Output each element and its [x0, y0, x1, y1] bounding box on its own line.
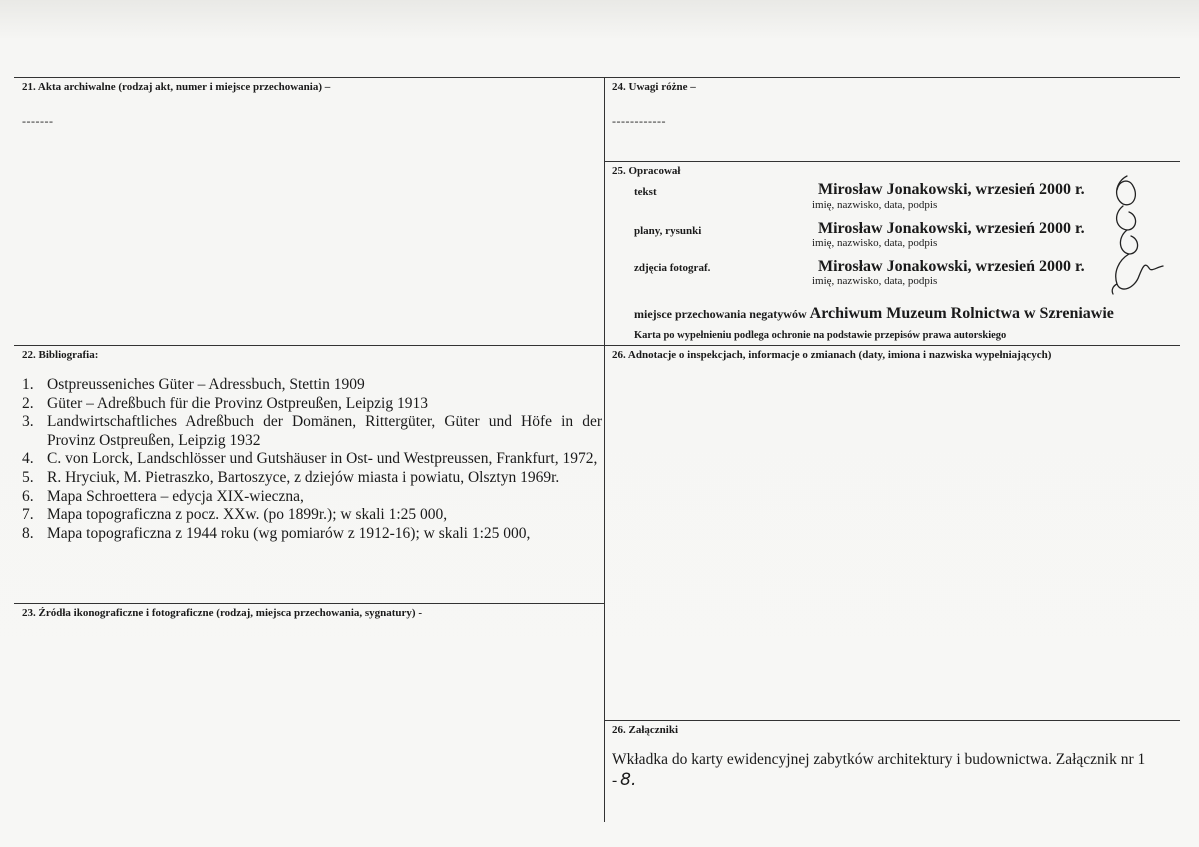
item-number: 1. — [22, 376, 34, 393]
list-item — [22, 450, 602, 469]
rule-23 — [14, 603, 604, 604]
center-divider — [604, 77, 605, 822]
item-text: Mapa Schroettera – edycja XIX-wieczna, — [47, 487, 304, 505]
negatives-row — [634, 305, 1114, 323]
row-label-plany: plany, rysunki — [634, 225, 702, 237]
row-label-zdjecia: zdjęcia fotograf. — [634, 262, 711, 274]
row-name-tekst: Mirosław Jonakowski, wrzesień 2000 r. — [818, 181, 1085, 198]
section-25-title: 25. Opracował — [612, 165, 681, 177]
attachments-text — [612, 750, 1172, 791]
section-21-value: ------- — [22, 114, 54, 128]
item-text: Mapa topograficzna z pocz. XXw. (po 1899r.); w skali 1:25 000, — [47, 506, 448, 524]
attachments-body: Wkładka do karty ewidencyjnej zabytków architektury i budownictwa. Załącznik nr 1 - — [612, 751, 1146, 789]
section-26-attachments-title: 26. Załączniki — [612, 724, 679, 736]
row-name-plany: Mirosław Jonakowski, wrzesień 2000 r. — [818, 220, 1085, 237]
item-text: Mapa topograficzna z 1944 roku (wg pomiarów z 1912-16); w skali 1:25 000, — [47, 524, 531, 542]
section-23-title: 23. Źródła ikonograficzne i fotograficzne (rodzaj, miejsca przechowania, sygnatury) - — [22, 607, 423, 619]
item-text: Güter – Adreßbuch für die Provinz Ostpreußen, Leipzig 1913 — [47, 394, 428, 412]
section-24-value: ------------ — [612, 114, 666, 128]
row-label-tekst: tekst — [634, 186, 657, 198]
negatives-value: Archiwum Muzeum Rolnictwa w Szreniawie — [809, 305, 1114, 322]
list-item — [22, 413, 602, 450]
item-text: R. Hryciuk, M. Pietraszko, Bartoszyce, z dziejów miasta i powiatu, Olsztyn 1969r. — [47, 468, 560, 486]
list-item — [22, 506, 602, 525]
signature-scribble — [1105, 168, 1165, 298]
item-number: 5. — [22, 468, 34, 486]
item-number: 8. — [22, 524, 34, 542]
row-name-zdjecia: Mirosław Jonakowski, wrzesień 2000 r. — [818, 258, 1085, 275]
item-number: 3. — [22, 413, 34, 431]
top-rule — [14, 77, 1180, 78]
item-number: 7. — [22, 506, 34, 524]
row-sub-tekst: imię, nazwisko, data, podpis — [812, 199, 938, 211]
section-21-title: 21. Akta archiwalne (rodzaj akt, numer i miejsce przechowania) – — [22, 81, 331, 93]
section-24-title: 24. Uwagi różne – — [612, 81, 696, 93]
rule-26 — [604, 345, 1180, 346]
rule-25 — [604, 161, 1180, 162]
item-text: C. von Lorck, Landschlösser und Gutshäuser in Ost- und Westpreussen, Frankfurt, 1972, — [47, 450, 598, 468]
list-item — [22, 469, 602, 488]
item-text: Landwirtschaftliches Adreßbuch der Domänen, Rittergüter, Güter und Höfe in der Provinz Ostpreußen, Leipzig 1932 — [47, 413, 602, 449]
item-number: 2. — [22, 394, 34, 412]
rule-26-zal — [604, 720, 1180, 721]
negatives-label: miejsce przechowania negatywów — [634, 307, 807, 321]
list-item — [22, 488, 602, 507]
item-number: 6. — [22, 487, 34, 505]
rule-22 — [14, 345, 604, 346]
list-item — [22, 525, 602, 544]
copyright-note: Karta po wypełnieniu podlega ochronie na podstawie przepisów prawa autorskiego — [634, 330, 1007, 341]
section-26-title: 26. Adnotacje o inspekcjach, informacje o zmianach (daty, imiona i nazwiska wypełniających) — [612, 349, 1052, 361]
row-sub-zdjecia: imię, nazwisko, data, podpis — [812, 275, 938, 287]
section-22-title: 22. Bibliografia: — [22, 349, 99, 361]
attachments-handwritten: 8. — [620, 770, 637, 790]
list-item — [22, 376, 602, 395]
item-text: Ostpreusseniches Güter – Adressbuch, Stettin 1909 — [47, 376, 365, 393]
item-number: 4. — [22, 450, 34, 468]
list-item — [22, 395, 602, 414]
bibliography-list — [22, 376, 602, 543]
row-sub-plany: imię, nazwisko, data, podpis — [812, 237, 938, 249]
